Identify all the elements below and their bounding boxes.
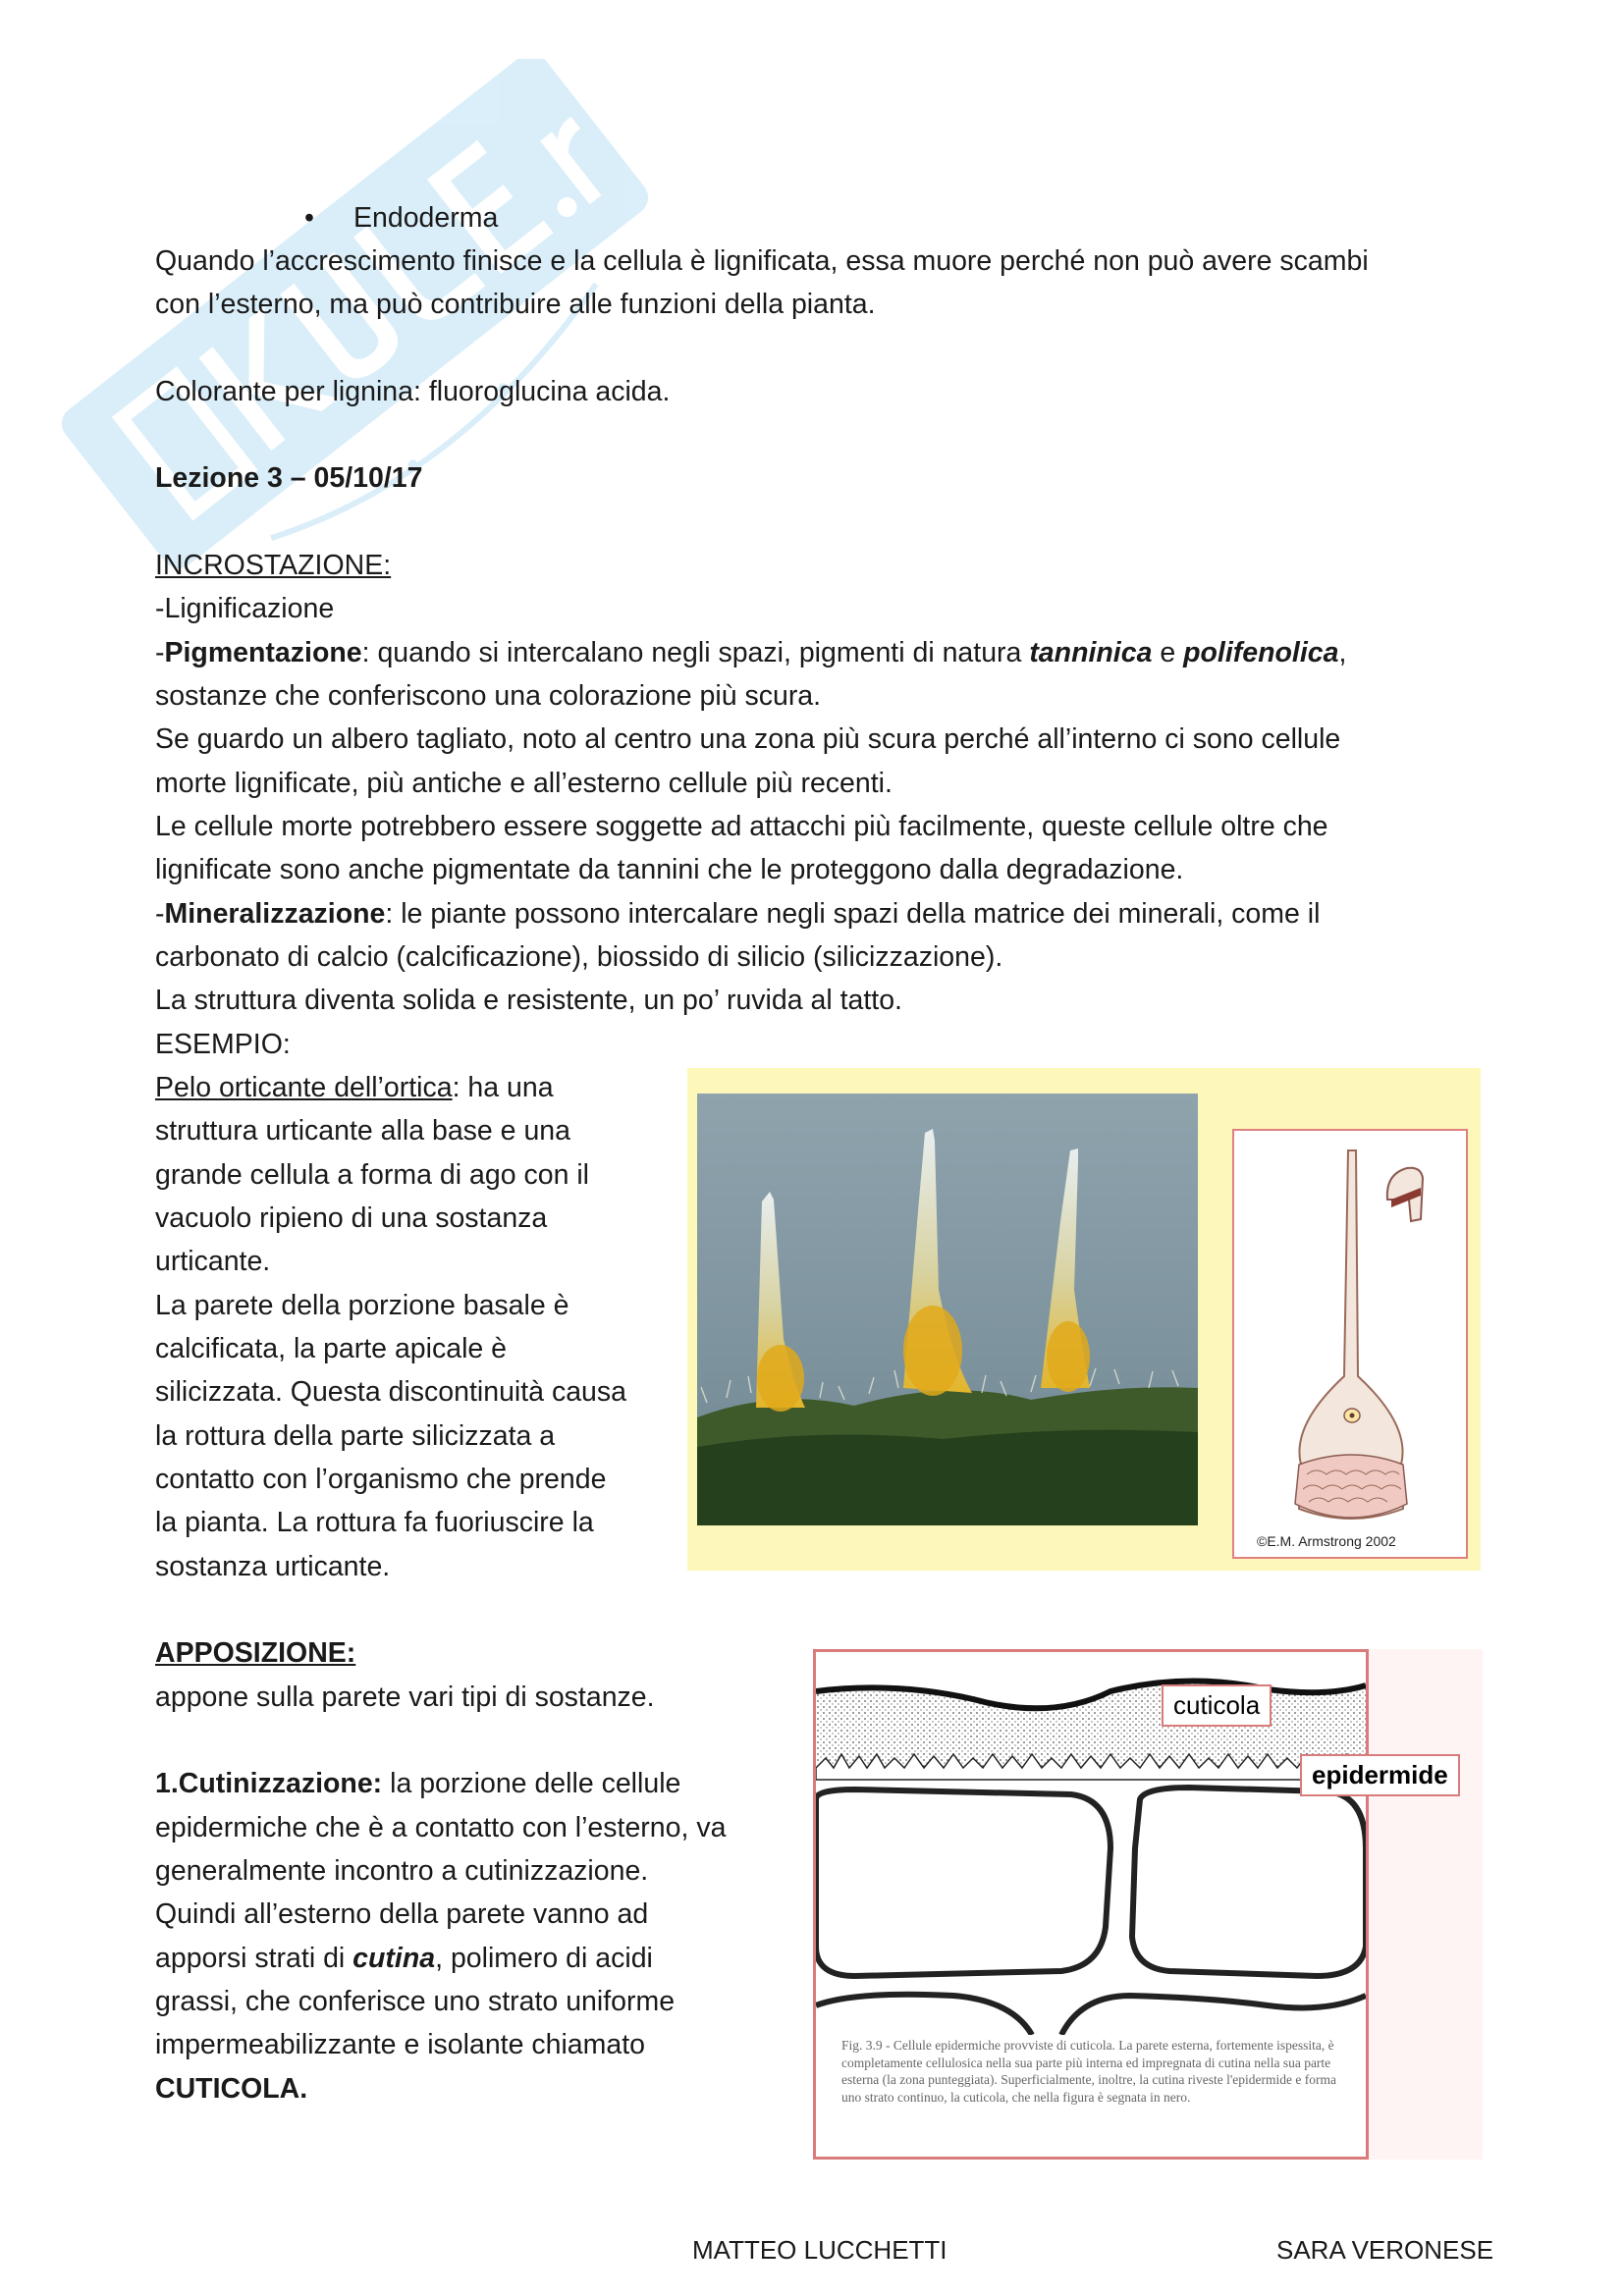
ortica-line-8: silicizzata. Questa discontinuità causa [155,1376,626,1408]
ortica-line-12: sostanza urticante. [155,1551,391,1582]
apposizione-text: appone sulla parete vari tipi di sostanze. [155,1682,655,1713]
cutinizzazione-term: 1.Cutinizzazione: [155,1768,383,1799]
apposizione-heading: APPOSIZIONE: [155,1637,356,1669]
pigm-tanninica: tanninica [1029,637,1153,668]
nettle-hair-diagram [1232,1129,1468,1559]
ortica-line-9: la rottura della parte silicizzata a [155,1420,556,1452]
label-epidermide: epidermide [1300,1754,1460,1796]
pigm-and: e [1152,637,1184,668]
morte-line-2: lignificate sono anche pigmentate da tannini che le proteggono dalla degradazione. [155,854,1184,885]
pigm-polifenolica: polifenolica [1183,637,1339,668]
mineralizzazione-line-1 [155,892,1320,935]
cutinizzazione-line-2: epidermiche che è a contatto con l’esterno, va [155,1812,727,1843]
intro-line-1: Quando l’accrescimento finisce e la cellula è lignificata, essa muore perché non può avere scambi [155,245,1369,277]
cutinizzazione-line-5 [155,1937,653,1980]
min-prefix: - [155,898,165,930]
ortica-line-1 [155,1066,554,1109]
ortica-line-3: grande cellula a forma di ago con il [155,1159,590,1191]
incrostazione-heading: INCROSTAZIONE: [155,550,392,581]
pigmentazione-line-1 [155,631,1346,674]
nettle-figure [687,1068,1481,1571]
ortica-line-11: la pianta. La rottura fa fuoriuscire la [155,1507,594,1538]
ortica-line-7: calcificata, la parte apicale è [155,1333,508,1364]
min-term: Mineralizzazione [164,898,386,930]
figure-caption: Fig. 3.9 - Cellule epidermiche provviste di cuticola. La parete esterna, fortemente ispessita, è completamente cellulosica nella sua parte più interna ed impregnata di cutina nella sua parte esterna (la zona punteggiata). Superficialmente, inoltre, la cutina riveste l'epidermide e forma uno strato continuo, la cuticola, che nella figura è segnata in nero. [841,2038,1336,2105]
intro-line-2: con l’esterno, ma può contribuire alle funzioni della pianta. [155,289,876,320]
ortica-line-5: urticante. [155,1246,271,1277]
pigm-term: Pigmentazione [164,637,362,668]
ortica-term: Pelo orticante dell’ortica [155,1072,453,1103]
colorante-line: Colorante per lignina: fluoroglucina acida. [155,376,671,407]
albero-line-1: Se guardo un albero tagliato, noto al centro una zona più scura perché all’interno ci sono cellule [155,723,1341,755]
cuticle-diagram [813,1649,1369,2160]
cutinizzazione-line-1 [155,1762,680,1805]
cutinizzazione-line-3: generalmente incontro a cutinizzazione. [155,1855,649,1887]
pigm-comma: , [1338,637,1347,668]
skuola-watermark-logo [29,59,717,609]
mineralizzazione-line-2: carbonato di calcio (calcificazione), biossido di silicio (silicizzazione). [155,941,1003,973]
cutinizzazione-line-4: Quindi all’esterno della parete vanno ad [155,1898,649,1930]
ortica-line-4: vacuolo ripieno di una sostanza [155,1202,548,1234]
label-cuticola: cuticola [1162,1684,1272,1727]
cutinizzazione-line-7: impermeabilizzante e isolante chiamato [155,2029,646,2060]
min-text: : le piante possono intercalare negli spazi della matrice dei minerali, come il [385,898,1321,930]
lignificazione-item: -Lignificazione [155,593,335,624]
footer-author-left: MATTEO LUCCHETTI [692,2235,947,2265]
ortica-line-6: La parete della porzione basale è [155,1290,569,1321]
cutina-post: , polimero di acidi [435,1943,653,1974]
struttura-line: La struttura diventa solida e resistente, un po’ ruvida al tatto. [155,985,902,1016]
copyright-credit: ©E.M. Armstrong 2002 [1257,1533,1396,1549]
cutinizzazione-line-1-text: la porzione delle cellule [382,1768,681,1799]
pigm-prefix: - [155,637,165,668]
bullet-dot: • [304,202,314,234]
ortica-line-10: contatto con l’organismo che prende [155,1464,607,1495]
cutina-pre: apporsi strati di [155,1943,353,1974]
footer-author-right: SARA VERONESE [1276,2235,1494,2265]
lesson-heading: Lezione 3 – 05/10/17 [155,462,423,494]
cutinizzazione-line-6: grassi, che conferisce uno strato uniforme [155,1986,676,2017]
cuticle-figure [813,1649,1483,2160]
pigm-text: : quando si intercalano negli spazi, pigmenti di natura [361,637,1030,668]
ortica-line-1-text: : ha una [452,1072,554,1103]
cutina-term: cutina [352,1943,436,1974]
esempio-label: ESEMPIO: [155,1029,291,1060]
albero-line-2: morte lignificate, più antiche e all’esterno cellule più recenti. [155,768,893,799]
cuticola-term: CUTICOLA. [155,2073,308,2105]
nettle-hair-photo [697,1094,1198,1525]
ortica-line-2: struttura urticante alla base e una [155,1115,571,1147]
morte-line-1: Le cellule morte potrebbero essere soggette ad attacchi più facilmente, queste cellule oltre che [155,811,1328,842]
pigmentazione-line-2: sostanze che conferiscono una colorazione più scura. [155,680,822,712]
bullet-text: Endoderma [353,202,499,234]
